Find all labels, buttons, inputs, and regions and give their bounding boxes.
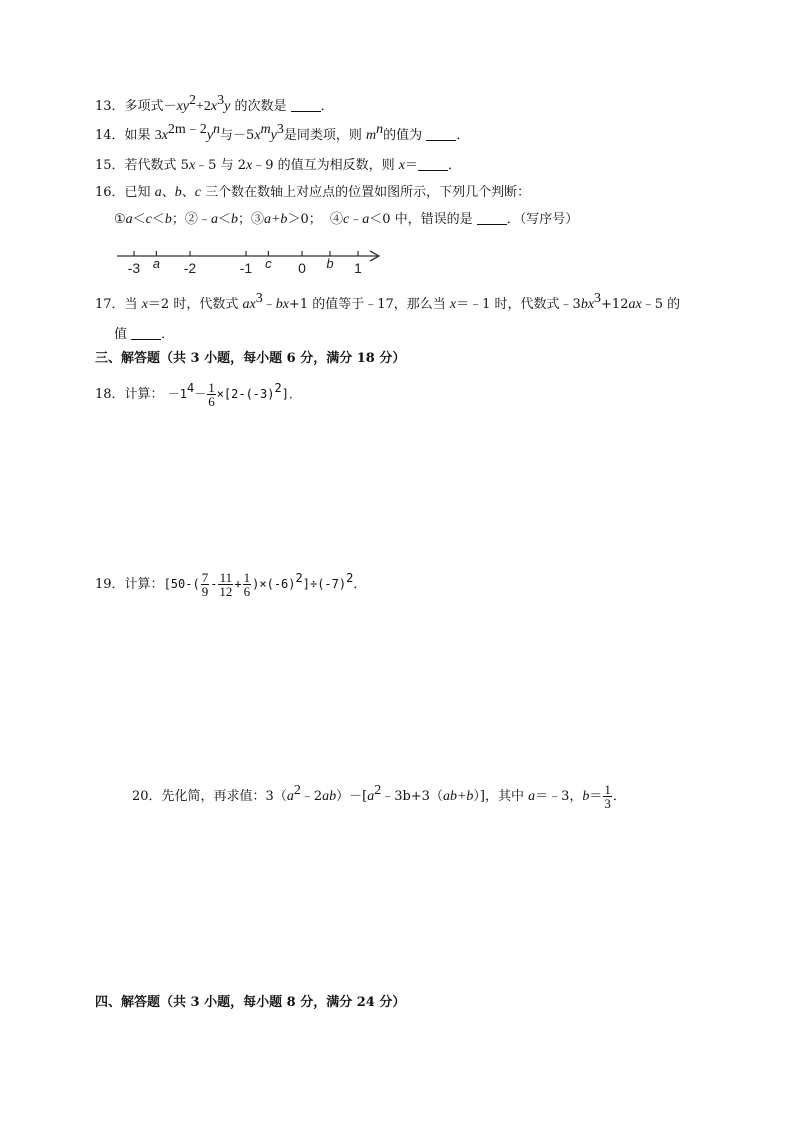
fraction: $\frac{1}{6}$ xyxy=(208,380,215,409)
answer-blank xyxy=(418,158,448,171)
question-number: 17． xyxy=(95,297,125,312)
question-17-line-2: 值 ． xyxy=(114,327,175,342)
number-line-label: c xyxy=(265,256,272,271)
question-number: 18． xyxy=(95,387,125,402)
section-heading-3: 三、解答题（共 3 小题，每小题 6 分，满分 18 分） xyxy=(95,351,406,366)
question-number: 15． xyxy=(95,158,125,173)
number-line-diagram xyxy=(114,242,384,278)
number-line-label: b xyxy=(326,256,334,271)
question-19: 19．计算：[50-( $\frac{7}{9}$ - $\frac{11}{12}$ + $\frac{1}{6}$ )$\times(-6)^2]\div(-7)^2$． xyxy=(95,570,367,599)
number-line-label: 1 xyxy=(354,260,362,276)
number-line-label: a xyxy=(152,256,161,271)
question-18: 18．计算： $-1^4-$ $\frac{1}{6}$ $\times[2-(-3)^2]$． xyxy=(95,380,301,409)
answer-blank xyxy=(426,128,456,141)
question-number: 14． xyxy=(95,128,125,143)
number-line-label: -2 xyxy=(183,260,197,276)
question-16-judgments: ①a＜c＜b；②﹣a＜b；③a+b＞0； ④c﹣a＜0 中，错误的是 ．（写序号） xyxy=(114,212,579,227)
answer-blank xyxy=(291,99,321,112)
question-13: 13．多项式$-xy^2+2x^3y$ 的次数是 ． xyxy=(95,93,334,114)
fraction: $\frac{7}{9}$ xyxy=(201,570,209,599)
question-number: 16． xyxy=(95,185,125,200)
number-line-label: -3 xyxy=(127,260,141,276)
question-number: 19． xyxy=(95,577,125,592)
answer-blank xyxy=(477,212,507,225)
answer-blank xyxy=(131,327,161,340)
question-16: 16．已知 a、b、c 三个数在数轴上对应点的位置如图所示，下列几个判断： xyxy=(95,185,531,200)
fraction: $\frac{1}{3}$ xyxy=(604,782,611,811)
question-14: 14．如果 $3x^{2m﹣2}y^n$与$-5x^my^3$是同类项，则 $m^n$的值为 ． xyxy=(95,122,470,143)
question-17: 17．当 x＝2 时，代数式 $ax^3﹣bx+1$ 的值等于﹣17，那么当 x＝﹣1 时，代数式$﹣3bx^3+12ax﹣5$ 的 xyxy=(95,291,681,312)
fraction: $\frac{11}{12}$ xyxy=(219,570,233,599)
question-15: 15．若代数式 5x﹣5 与 2x﹣9 的值互为相反数，则 x＝ ． xyxy=(95,158,461,173)
question-number: 13． xyxy=(95,99,125,114)
question-number: 20． xyxy=(132,789,162,804)
number-line-label: 0 xyxy=(298,260,306,276)
number-line-label: -1 xyxy=(239,260,253,276)
question-20: 20．先化简，再求值：$3(a^2﹣2ab)-[a^2﹣3b+3(ab+b)]$，其中 a＝﹣3，b＝ $\frac{1}{3}$ ． xyxy=(132,782,626,811)
section-heading-4: 四、解答题（共 3 小题，每小题 8 分，满分 24 分） xyxy=(95,995,406,1010)
fraction: $\frac{1}{6}$ xyxy=(243,570,251,599)
